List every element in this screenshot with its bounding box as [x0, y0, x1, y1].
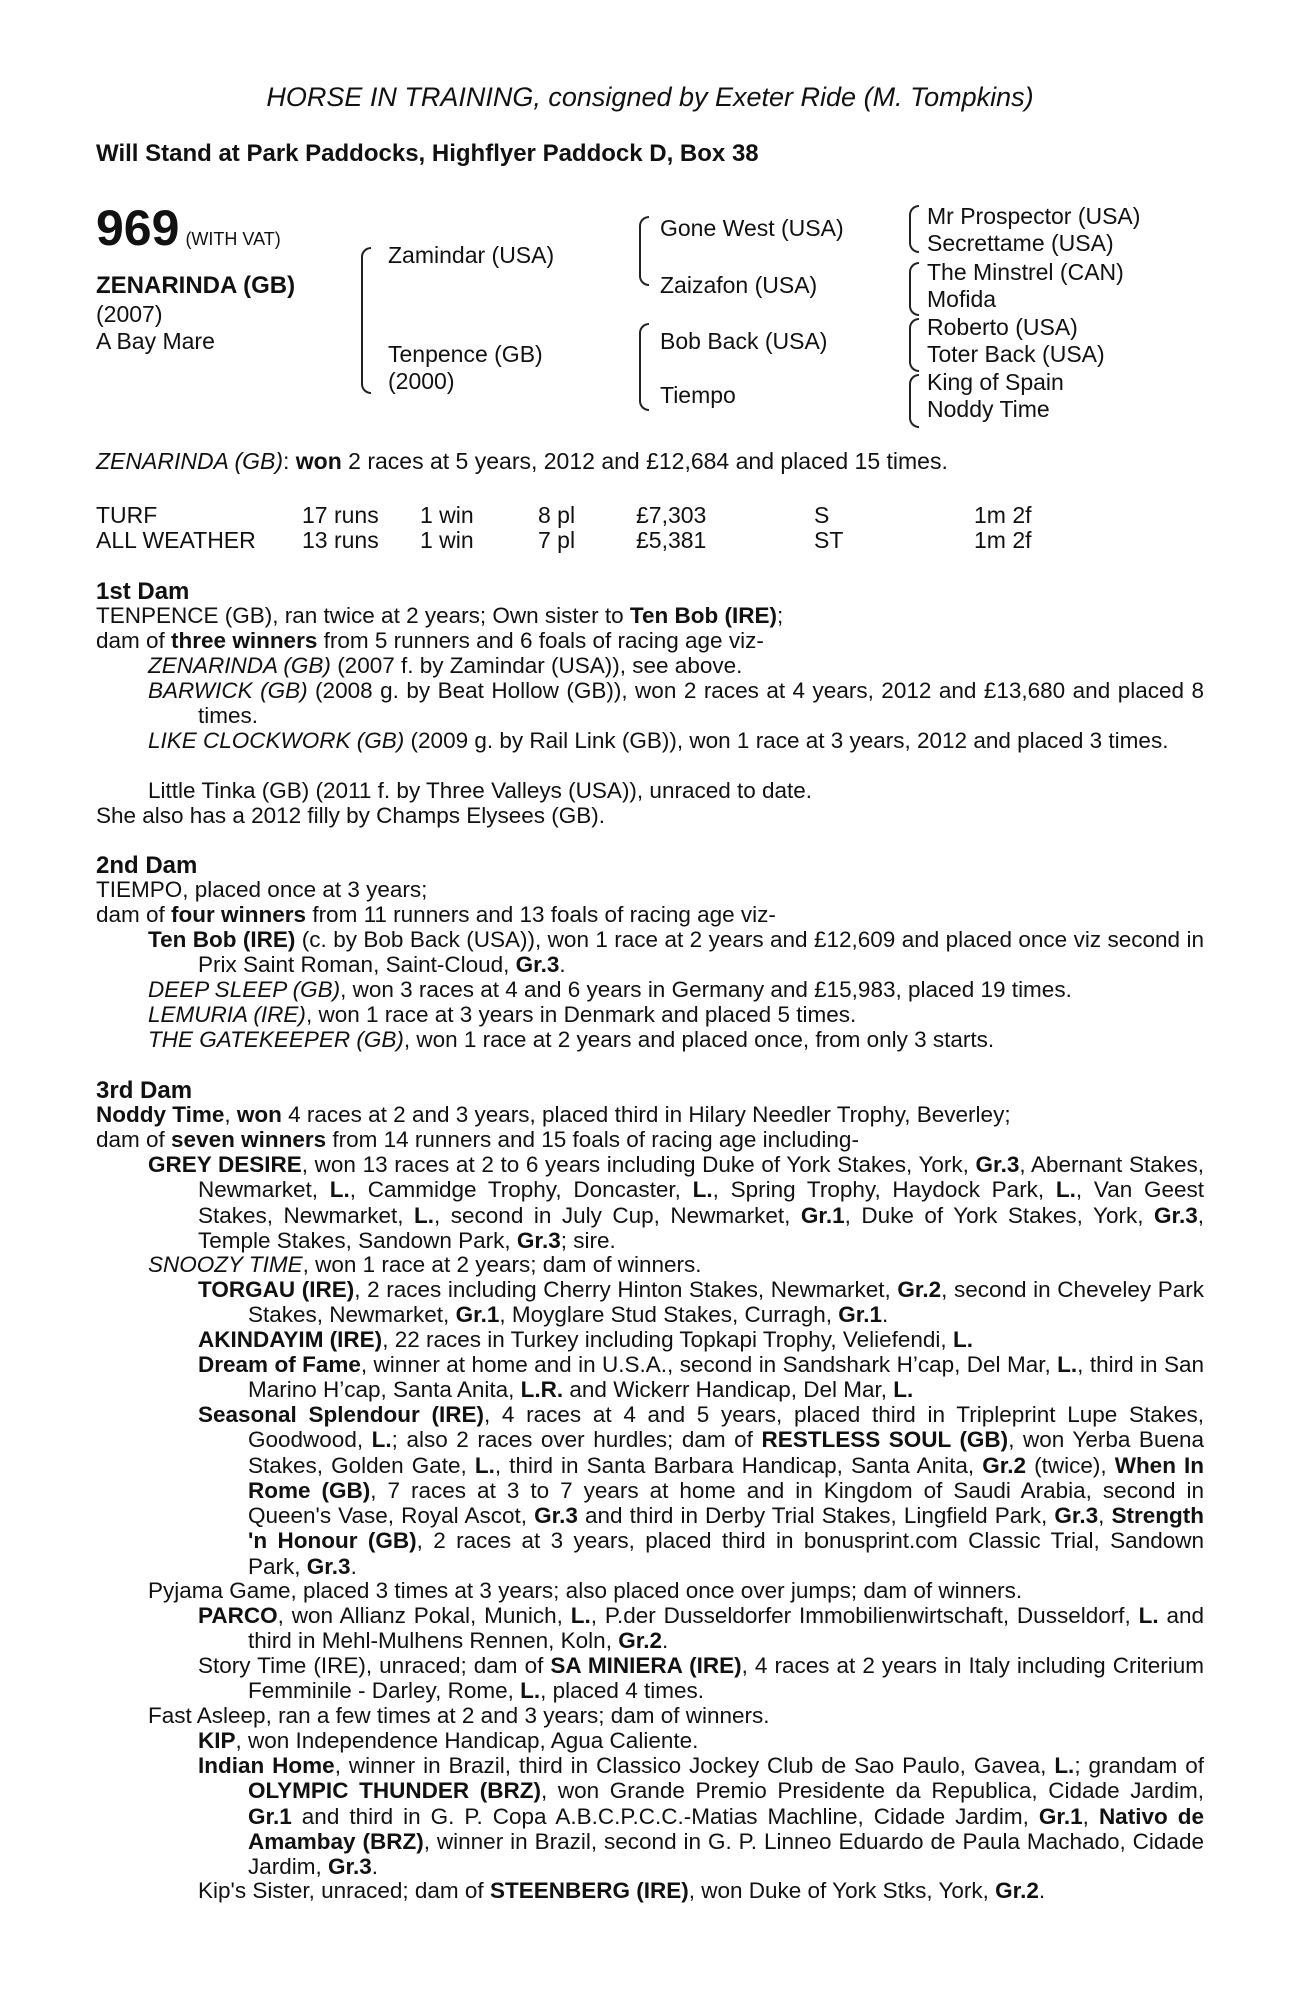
text-segment: Gr.3 [1153, 1202, 1198, 1228]
dam1-produce-4: Little Tinka (GB) (2011 f. by Three Valleys (USA)), unraced to date. [148, 778, 813, 803]
text-segment: , winner at home and in U.S.A., second in Sandshark H’cap, Del Mar, [360, 1352, 1058, 1377]
dam2-produce-1: Ten Bob (IRE) (c. by Bob Back (USA)), won 1 race at 2 years and £12,609 and placed once viz second in Prix Saint Roman, Saint-Cloud, Gr.3. [148, 927, 1204, 978]
dam2-produce-3: LEMURIA (IRE), won 1 race at 3 years in Denmark and placed 5 times. [148, 1002, 857, 1027]
text-segment: AKINDAYIM (IRE) [198, 1327, 383, 1352]
text-segment: , won Duke of York Stks, York, [688, 1878, 996, 1903]
dam3-akindayim [198, 1327, 1204, 1352]
vat-note: (WITH VAT) [185, 229, 281, 249]
dam3-line2: dam of seven winners from 14 runners and 15 foals of racing age including- [96, 1127, 859, 1152]
text-segment: , won 1 race at 2 years; dam of winners. [302, 1252, 702, 1277]
text-segment: STEENBERG (IRE) [489, 1878, 689, 1903]
pedigree-gen3-6: Toter Back (USA) [927, 341, 1105, 367]
text-segment: , third in San Marino H’cap, Santa Anita, [248, 1352, 1204, 1403]
text-segment: , second in Cheveley Park Stakes, Newmarket, [248, 1277, 1204, 1328]
text-segment: Gr.2 [618, 1628, 662, 1654]
text-segment: Gr.3 [328, 1854, 372, 1880]
pedigree-brace [909, 262, 919, 316]
dam2-line2: dam of four winners from 11 runners and 13 foals of racing age viz- [96, 902, 776, 927]
text-segment: L. [952, 1327, 973, 1352]
horse-description: A Bay Mare [96, 328, 215, 354]
dam3-pyjama-game [148, 1578, 1204, 1603]
text-segment: , won Yerba Buena Stakes, Golden Gate, [248, 1427, 1204, 1478]
pedigree-brace [909, 205, 919, 253]
text-segment: , placed 4 times. [540, 1678, 704, 1704]
pedigree-gen3-3: The Minstrel (CAN) [927, 259, 1124, 285]
text-segment: ; grandam of [1074, 1753, 1204, 1778]
text-segment: . [1038, 1878, 1046, 1903]
text-segment: , winner in Brazil, third in Classico Jockey Club de Sao Paulo, Gavea, [334, 1753, 1055, 1778]
text-segment: KIP [198, 1728, 236, 1753]
dam3-dream-of-fame [198, 1352, 1204, 1403]
text-segment: Gr.1 [248, 1803, 292, 1829]
text-segment: Kip's Sister, unraced; dam of [198, 1878, 490, 1903]
text-segment: , Moyglare Stud Stakes, Curragh, [499, 1302, 839, 1328]
text-segment: Gr.3 [975, 1152, 1020, 1177]
dam3-story-time [198, 1653, 1204, 1704]
pedigree-brace [909, 318, 919, 372]
pedigree-gen3-4: Mofida [927, 286, 997, 312]
text-segment: , 2 races including Cherry Hinton Stakes, Newmarket, [354, 1277, 898, 1302]
dam3-parco [198, 1603, 1204, 1654]
dam1-produce-2: BARWICK (GB) (2008 g. by Beat Hollow (GB)), won 2 races at 4 years, 2012 and £13,680 and placed 8 times. [148, 678, 1204, 729]
text-segment: , Temple Stakes, Sandown Park, [198, 1202, 1204, 1253]
pedigree-brace [639, 216, 649, 286]
text-segment: , [1082, 1803, 1099, 1829]
text-segment: and third in Derby Trial Stakes, Lingfield Park, [577, 1503, 1055, 1529]
text-segment: OLYMPIC THUNDER (BRZ) [248, 1778, 541, 1804]
text-segment: and Wickerr Handicap, Del Mar, [563, 1377, 894, 1403]
horse-name: ZENARINDA (GB) [96, 272, 296, 299]
text-segment: L. [692, 1177, 713, 1203]
text-segment: Gr.1 [1038, 1803, 1083, 1829]
lot-number: 969 [96, 200, 180, 256]
dam3-indian-home [198, 1753, 1204, 1879]
text-segment: . [350, 1553, 357, 1579]
text-segment: RESTLESS SOUL (GB) [761, 1427, 1009, 1453]
text-segment: Gr.2 [897, 1277, 942, 1302]
text-segment: L. [474, 1452, 495, 1478]
dam1-line2: dam of three winners from 5 runners and 6 foals of racing age viz- [96, 628, 764, 653]
text-segment: L. [1138, 1603, 1159, 1628]
text-segment: , 2 races at 3 years, placed third in bonusprint.com Classic Trial, Sandown Park, [248, 1528, 1204, 1579]
pedigree-brace [909, 374, 919, 428]
text-segment: , Van Geest Stakes, Newmarket, [198, 1177, 1204, 1228]
page-title: HORSE IN TRAINING, consigned by Exeter Ride (M. Tompkins) [266, 82, 1034, 112]
dam2-produce-4: THE GATEKEEPER (GB), won 1 race at 2 years and placed once, from only 3 starts. [148, 1027, 995, 1052]
text-segment: SNOOZY TIME [148, 1252, 303, 1277]
text-segment: Gr.2 [982, 1452, 1027, 1478]
text-segment: Indian Home [198, 1753, 335, 1778]
text-segment: L. [329, 1177, 350, 1203]
pedigree-gen3-2: Secrettame (USA) [927, 230, 1114, 256]
text-segment: and third in Mehl-Mulhens Rennen, Koln, [248, 1603, 1204, 1654]
text-segment: Strength 'n Honour (GB) [248, 1503, 1204, 1554]
pedigree-dam: Tenpence (GB) [388, 341, 543, 367]
text-segment: TORGAU (IRE) [198, 1277, 355, 1302]
text-segment: PARCO [198, 1603, 278, 1628]
pedigree-brace [361, 247, 371, 394]
text-segment: , second in July Cup, Newmarket, [434, 1202, 801, 1228]
text-segment: When In Rome (GB) [248, 1452, 1205, 1503]
dam3-seasonal-splendour [198, 1402, 1204, 1579]
text-segment: , winner in Brazil, second in G. P. Linneo Eduardo de Paula Machado, Cidade Jardim, [248, 1828, 1204, 1880]
dam3-kips-sister [198, 1878, 1204, 1903]
dam2-line1: TIEMPO, placed once at 3 years; [96, 877, 428, 902]
text-segment: Seasonal Splendour (IRE) [198, 1402, 484, 1427]
text-segment: ; sire. [560, 1227, 616, 1253]
text-segment: L.R. [520, 1377, 564, 1403]
text-segment: . [371, 1854, 379, 1880]
text-segment: GREY DESIRE [148, 1152, 302, 1177]
dam3-fast-asleep [148, 1703, 1204, 1728]
pedigree-sire: Zamindar (USA) [388, 242, 555, 268]
text-segment: L. [1054, 1753, 1075, 1778]
text-segment: , P.der Dusseldorfer Immobilienwirtschaft, Dusseldorf, [590, 1603, 1139, 1628]
text-segment: , 4 races at 4 and 5 years, placed third in Tripleprint Lupe Stakes, Goodwood, [248, 1402, 1204, 1453]
text-segment: SA MINIERA (IRE) [550, 1653, 742, 1678]
dam1-note: She also has a 2012 filly by Champs Elysees (GB). [96, 803, 605, 828]
text-segment: Gr.2 [995, 1878, 1039, 1903]
text-segment: . [882, 1302, 889, 1328]
text-segment: Story Time (IRE), unraced; dam of [198, 1653, 551, 1678]
text-segment: and third in G. P. Copa A.B.C.P.C.C.-Matias Machline, Cidade Jardim, [291, 1803, 1039, 1829]
text-segment: L. [414, 1202, 435, 1228]
text-segment: Gr.3 [516, 1227, 561, 1253]
text-segment: L. [371, 1427, 392, 1453]
dam3-torgau [198, 1277, 1204, 1328]
pedigree-gen3-8: Noddy Time [927, 396, 1050, 422]
text-segment: , won Grande Premio Presidente da Republica, Cidade Jardim, [540, 1778, 1204, 1804]
dam2-produce-2: DEEP SLEEP (GB), won 3 races at 4 and 6 years in Germany and £15,983, placed 19 times. [148, 977, 1072, 1002]
text-segment: Gr.3 [306, 1553, 351, 1579]
text-segment: , won Allianz Pokal, Munich, [277, 1603, 571, 1628]
horse-year: (2007) [96, 301, 163, 327]
text-segment: L. [1057, 1352, 1078, 1377]
dam1-line1: TENPENCE (GB), ran twice at 2 years; Own sister to Ten Bob (IRE); [96, 603, 784, 628]
dam1-produce-1: ZENARINDA (GB) (2007 f. by Zamindar (USA)), see above. [148, 653, 743, 678]
text-segment: Nativo de Amambay (BRZ) [248, 1803, 1204, 1854]
pedigree-granddam-sire: Zaizafon (USA) [660, 272, 818, 298]
pedigree-dam-year: (2000) [388, 368, 455, 394]
text-segment: L. [893, 1377, 914, 1403]
dam1-produce-3: LIKE CLOCKWORK (GB) (2009 g. by Rail Link (GB)), won 1 race at 3 years, 2012 and placed 3 times. [148, 728, 1169, 753]
pedigree-gen3-1: Mr Prospector (USA) [927, 203, 1141, 229]
text-segment: Gr.1 [455, 1302, 500, 1328]
dam1-heading: 1st Dam [96, 578, 190, 605]
text-segment: , won Independence Handicap, Agua Caliente. [235, 1728, 699, 1753]
dam3-heading: 3rd Dam [96, 1077, 193, 1104]
text-segment: Gr.1 [800, 1202, 845, 1228]
text-segment: , Duke of York Stakes, York, [844, 1202, 1154, 1228]
text-segment: , 22 races in Turkey including Topkapi Trophy, Veliefendi, [382, 1327, 953, 1352]
dam3-snoozy-time [148, 1252, 1204, 1277]
text-segment: Pyjama Game, placed 3 times at 3 years; also placed once over jumps; dam of winners. [148, 1578, 1023, 1603]
text-segment: (twice), [1026, 1452, 1115, 1478]
pedigree-brace [639, 323, 649, 411]
text-segment: , Cammidge Trophy, Doncaster, [349, 1177, 693, 1203]
text-segment: , Abernant Stakes, Newmarket, [198, 1152, 1204, 1203]
race-summary: ZENARINDA (GB): won 2 races at 5 years, 2012 and £12,684 and placed 15 times. [96, 448, 948, 474]
text-segment: Fast Asleep, ran a few times at 2 and 3 years; dam of winners. [148, 1703, 770, 1728]
dam3-line1: Noddy Time, won 4 races at 2 and 3 years, placed third in Hilary Needler Trophy, Beverley; [96, 1102, 1011, 1127]
pedigree-gen3-5: Roberto (USA) [927, 314, 1078, 340]
dam3-grey-desire [148, 1152, 1204, 1253]
stand-location: Will Stand at Park Paddocks, Highflyer Paddock D, Box 38 [96, 140, 759, 167]
lot-block [96, 200, 281, 256]
pedigree-grandsire-dam: Bob Back (USA) [660, 328, 828, 354]
text-segment: Gr.3 [1054, 1503, 1099, 1529]
dam3-kip [198, 1728, 1204, 1753]
text-segment: , third in Santa Barbara Handicap, Santa Anita, [494, 1452, 983, 1478]
text-segment: ; also 2 races over hurdles; dam of [391, 1427, 762, 1453]
text-segment: Gr.3 [534, 1503, 578, 1529]
text-segment: , won 13 races at 2 to 6 years including Duke of York Stakes, York, [301, 1152, 976, 1177]
text-segment: Dream of Fame [198, 1352, 361, 1377]
text-segment: . [661, 1628, 669, 1654]
text-segment: , 7 races at 3 to 7 years at home and in Kingdom of Saudi Arabia, second in Queen's Vase, Royal Ascot, [248, 1477, 1205, 1529]
pedigree-grandsire-sire: Gone West (USA) [660, 215, 844, 241]
text-segment: , Spring Trophy, Haydock Park, [712, 1177, 1056, 1203]
text-segment: , 4 races at 2 years in Italy including Criterium Femminile - Darley, Rome, [248, 1653, 1204, 1704]
text-segment: L. [570, 1603, 591, 1628]
text-segment: L. [520, 1678, 541, 1704]
text-segment: L. [1055, 1177, 1076, 1203]
pedigree-granddam-dam: Tiempo [660, 382, 736, 408]
dam2-heading: 2nd Dam [96, 852, 198, 879]
pedigree-gen3-7: King of Spain [927, 369, 1064, 395]
text-segment: , [1098, 1503, 1112, 1529]
text-segment: Gr.1 [838, 1302, 883, 1328]
